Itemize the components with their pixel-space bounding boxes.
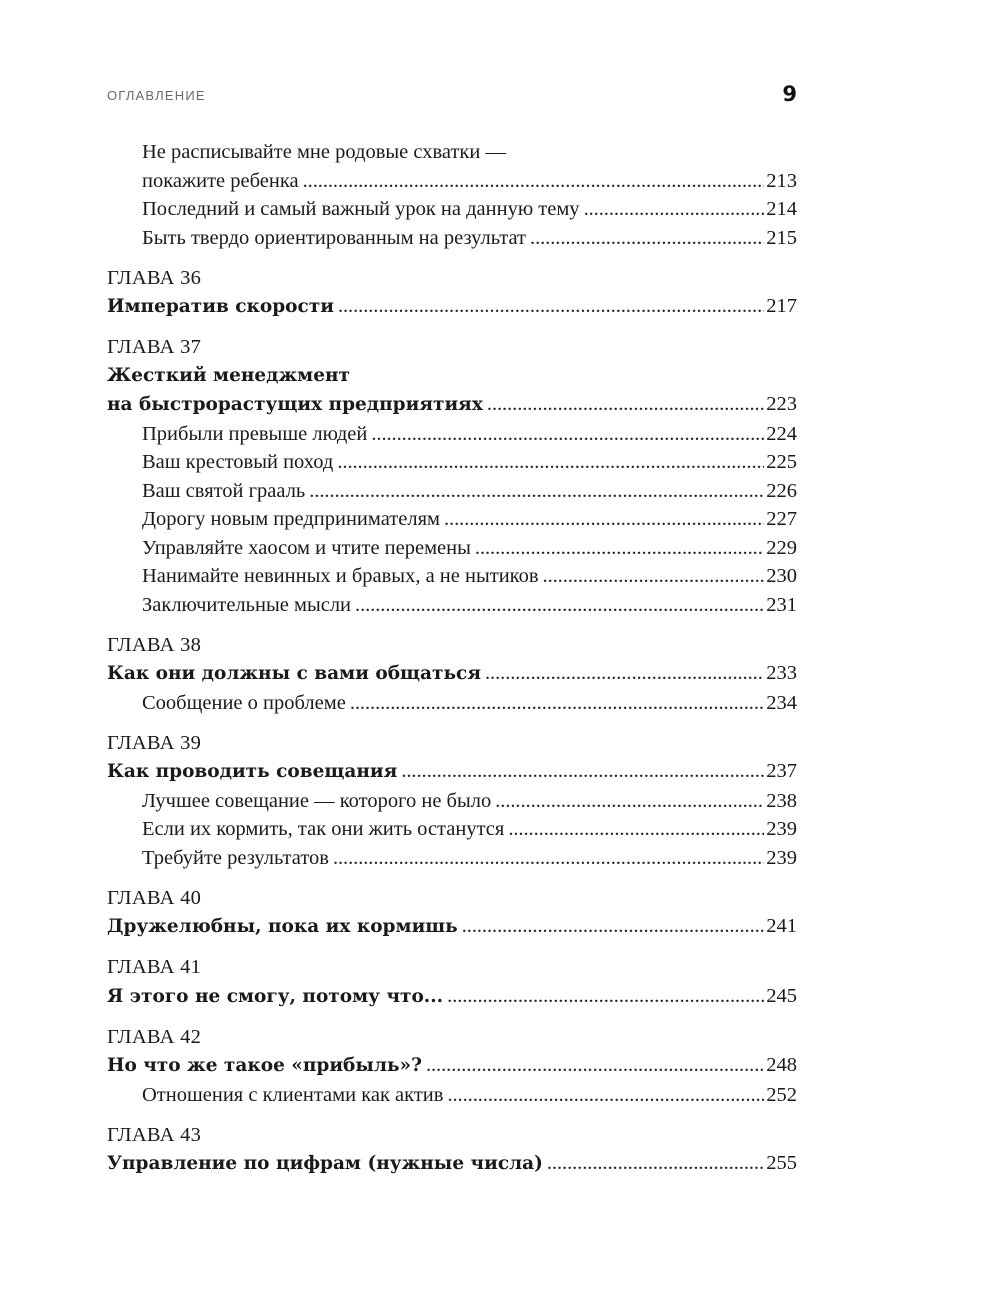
toc-page-number: 237 <box>766 760 797 782</box>
chapter-label: ГЛАВА 39 <box>107 731 202 754</box>
chapter-label: ГЛАВА 37 <box>107 336 202 358</box>
toc-page-number: 245 <box>766 984 797 1007</box>
toc-entry <box>107 562 797 591</box>
dot-leader <box>338 292 764 321</box>
toc-entry-title: Ваш святой грааль <box>142 479 306 502</box>
chapter-40 <box>107 884 797 942</box>
chapter-37 <box>107 333 797 619</box>
toc-entry <box>107 448 797 477</box>
toc-entry <box>107 195 797 224</box>
dot-leader <box>333 844 764 873</box>
toc-entry-title: Отношения с клиентами как актив <box>142 1083 444 1106</box>
dot-leader <box>487 390 764 419</box>
toc-page-number: 214 <box>766 198 797 220</box>
toc-entry <box>107 815 797 844</box>
chapter-title-entry <box>107 659 797 689</box>
dot-leader <box>584 195 765 224</box>
dot-leader <box>508 815 764 844</box>
toc-entry <box>107 844 797 873</box>
toc-entry-title: Последний и самый важный урок на данную тему <box>142 198 580 220</box>
chapter-title-entry <box>107 982 797 1012</box>
toc-page-number: 255 <box>766 1152 797 1174</box>
dot-leader <box>371 420 764 449</box>
chapter-title-line1: Жесткий менеджмент <box>107 364 351 386</box>
toc-page-number: 238 <box>766 789 797 812</box>
toc-entry <box>107 224 797 253</box>
dot-leader <box>485 659 764 688</box>
toc-page-number: 252 <box>766 1083 797 1106</box>
toc-entry <box>107 534 797 563</box>
toc-page-number: 213 <box>766 169 797 192</box>
toc-entry-title: Требуйте результатов <box>142 846 329 869</box>
chapter-title-entry <box>107 757 797 787</box>
chapter-title: Управление по цифрам (нужные числа) <box>107 1153 543 1174</box>
chapter-label: ГЛАВА 43 <box>107 1123 202 1146</box>
chapter-title-entry <box>107 1149 797 1179</box>
dot-leader <box>547 1149 764 1178</box>
dot-leader <box>462 912 765 941</box>
toc-page-number: 224 <box>766 422 797 445</box>
toc-entry-title: Заключительные мысли <box>142 593 352 616</box>
dot-leader <box>495 787 764 816</box>
toc-page-number: 227 <box>766 508 797 530</box>
chapter-title: Я этого не смогу, потому что... <box>107 985 444 1007</box>
dot-leader <box>475 534 764 563</box>
toc-entry-title: Дорогу новым предпринимателям <box>142 508 440 530</box>
page-header <box>107 84 797 108</box>
chapter-title: на быстрорастущих предприятиях <box>107 394 483 415</box>
chapter-38 <box>107 631 797 718</box>
toc-entry-title: Нанимайте невинных и бравых, а не нытиков <box>142 565 539 587</box>
dot-leader <box>303 167 765 196</box>
chapter-label: ГЛАВА 41 <box>107 956 202 978</box>
toc-page-number: 217 <box>766 295 797 317</box>
toc-page-number: 233 <box>766 662 797 684</box>
toc-entry-title: Ваш крестовый поход <box>142 451 334 473</box>
toc-entry <box>107 420 797 449</box>
toc-entry-title: Прибыли превыше людей <box>142 422 368 445</box>
toc-page-number: 229 <box>766 536 797 559</box>
chapter-title: Дружелюбны, пока их кормишь <box>107 916 458 937</box>
toc-page-number: 239 <box>766 818 797 840</box>
toc-entry <box>107 1081 797 1110</box>
chapter-title-entry <box>107 1051 797 1081</box>
toc-page-number: 225 <box>766 451 797 473</box>
chapter-label: ГЛАВА 42 <box>107 1025 202 1048</box>
toc-entry <box>107 787 797 816</box>
toc-page-number: 234 <box>766 691 797 714</box>
chapter-label: ГЛАВА 36 <box>107 266 202 289</box>
running-title: ОГЛАВЛЕНИЕ <box>107 88 206 103</box>
chapter-title-entry <box>107 292 797 322</box>
toc-entry-title-line1: Не расписывайте мне родовые схватки — <box>142 141 506 163</box>
toc-entry-title: Сообщение о проблеме <box>142 691 346 714</box>
chapter-title-entry <box>107 912 797 942</box>
toc-entry-title: Если их кормить, так они жить останутся <box>142 818 505 840</box>
chapter-label: ГЛАВА 38 <box>107 633 202 656</box>
toc-page-number: 215 <box>766 226 797 249</box>
chapter-43 <box>107 1121 797 1179</box>
toc-entry <box>107 689 797 718</box>
dot-leader <box>543 562 765 591</box>
toc-page-number: 241 <box>766 915 797 937</box>
dot-leader <box>337 448 764 477</box>
table-of-contents <box>107 138 797 1179</box>
chapter-39 <box>107 729 797 873</box>
chapter-label: ГЛАВА 40 <box>107 886 202 909</box>
chapter-42 <box>107 1023 797 1110</box>
chapter-41 <box>107 953 797 1011</box>
toc-page-number: 226 <box>766 479 797 502</box>
chapter-36 <box>107 264 797 322</box>
dot-leader <box>447 1081 764 1110</box>
toc-entry-title: Быть твердо ориентированным на результат <box>142 226 527 249</box>
dot-leader <box>309 477 764 506</box>
toc-entry <box>107 477 797 506</box>
chapter-title-entry <box>107 390 797 420</box>
chapter-title: Как проводить совещания <box>107 761 398 782</box>
dot-leader <box>401 757 764 786</box>
dot-leader <box>426 1051 764 1080</box>
toc-entry <box>107 138 797 195</box>
chapter-title: Но что же такое «прибыль»? <box>107 1055 422 1076</box>
toc-entry-title: Управляйте хаосом и чтите перемены <box>142 536 471 559</box>
toc-entry-title: Лучшее совещание — которого не было <box>142 789 492 812</box>
toc-entry <box>107 505 797 534</box>
dot-leader <box>355 591 764 620</box>
dot-leader <box>447 982 764 1011</box>
toc-page-number: 230 <box>766 565 797 587</box>
toc-page-number: 231 <box>766 593 797 616</box>
chapter-title: Императив скорости <box>107 296 334 317</box>
toc-page-number: 223 <box>766 393 797 415</box>
toc-page-number: 239 <box>766 846 797 869</box>
dot-leader <box>444 505 764 534</box>
chapter-title: Как они должны с вами общаться <box>107 663 481 684</box>
dot-leader <box>350 689 764 718</box>
toc-entry <box>107 591 797 620</box>
page-number: 9 <box>782 82 797 106</box>
toc-entry-title: покажите ребенка <box>142 169 299 192</box>
toc-page-number: 248 <box>766 1054 797 1076</box>
dot-leader <box>530 224 764 253</box>
